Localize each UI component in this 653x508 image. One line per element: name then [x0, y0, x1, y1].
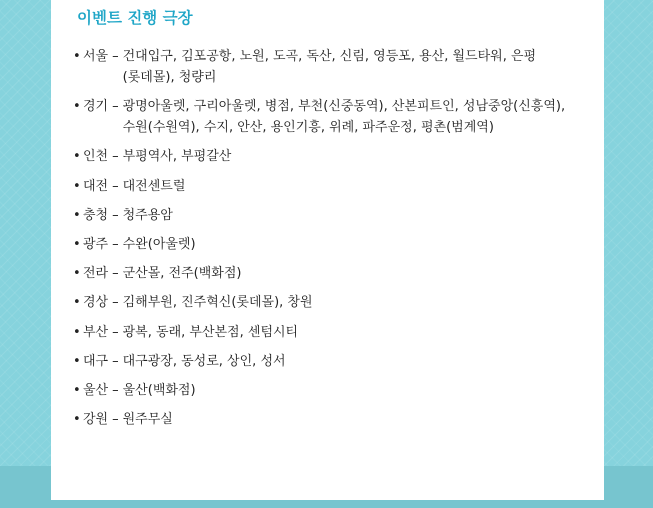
separator-dash: – — [112, 382, 119, 398]
bullet-icon: • — [73, 412, 81, 428]
region-name: 경기 — [83, 99, 109, 115]
event-theaters-card — [51, 0, 604, 500]
separator-dash: – — [112, 353, 119, 369]
theater-list-text: 수완(아울렛) — [122, 236, 196, 252]
region-row — [73, 205, 593, 226]
bullet-icon: • — [73, 295, 81, 311]
region-name: 울산 — [83, 382, 109, 398]
region-row — [73, 292, 593, 313]
region-name: 대구 — [83, 353, 109, 369]
theater-list-text: 광명아울렛, 구리아울렛, 병점, 부천(신중동역), 산본피트인, 성남중앙(신흥역), 수원(수원역), 수지, 안산, 용인기흥, 위례, 파주운정, 평촌(범계역) — [122, 99, 566, 136]
region-name: 전라 — [83, 266, 109, 282]
theater-list-text: 광복, 동래, 부산본점, 센텀시티 — [122, 324, 299, 340]
region-row — [73, 409, 593, 430]
region-name: 서울 — [83, 49, 109, 64]
bullet-icon: • — [73, 236, 81, 252]
theater-list-text: 부평역사, 부평갈산 — [122, 149, 232, 165]
bullet-icon: • — [73, 49, 81, 64]
theater-region-list — [73, 46, 593, 438]
separator-dash: – — [112, 99, 119, 115]
region-row — [73, 46, 593, 88]
bullet-icon: • — [73, 207, 81, 223]
bullet-icon: • — [73, 266, 81, 282]
region-name: 부산 — [83, 324, 109, 340]
region-name: 인천 — [83, 149, 109, 165]
theater-list-text: 대전센트럴 — [122, 178, 186, 194]
region-row — [73, 263, 593, 284]
bullet-icon: • — [73, 324, 81, 340]
separator-dash: – — [112, 295, 119, 311]
region-name: 충청 — [83, 207, 109, 223]
separator-dash: – — [112, 412, 119, 428]
separator-dash: – — [112, 149, 119, 165]
region-row — [73, 234, 593, 255]
theater-list-text: 대구광장, 동성로, 상인, 성서 — [122, 353, 286, 369]
bullet-icon: • — [73, 149, 81, 165]
theater-list-text: 군산몰, 전주(백화점) — [122, 266, 242, 282]
bullet-icon: • — [73, 353, 81, 369]
theater-list-text: 김해부원, 진주혁신(롯데몰), 창원 — [122, 295, 313, 311]
region-row — [73, 380, 593, 401]
region-name: 강원 — [83, 412, 109, 428]
region-row — [73, 351, 593, 372]
region-row — [73, 146, 593, 167]
separator-dash: – — [112, 178, 119, 194]
bullet-icon: • — [73, 99, 81, 115]
region-name: 경상 — [83, 295, 109, 311]
separator-dash: – — [112, 236, 119, 252]
separator-dash: – — [112, 266, 119, 282]
region-name: 광주 — [83, 236, 109, 252]
region-row — [73, 322, 593, 343]
region-row — [73, 96, 593, 138]
theater-list-text: 울산(백화점) — [122, 382, 196, 398]
region-row — [73, 176, 593, 197]
theater-list-text: 청주용암 — [122, 207, 173, 223]
theater-list-text: 건대입구, 김포공항, 노원, 도곡, 독산, 신림, 영등포, 용산, 월드타워, 은평(롯데몰), 청량리 — [122, 49, 537, 85]
region-name: 대전 — [83, 178, 109, 194]
bullet-icon: • — [73, 382, 81, 398]
bullet-icon: • — [73, 178, 81, 194]
separator-dash: – — [112, 324, 119, 340]
separator-dash: – — [112, 207, 119, 223]
section-title: 이벤트 진행 극장 — [77, 9, 193, 27]
theater-list-text: 원주무실 — [122, 412, 173, 428]
separator-dash: – — [112, 49, 119, 64]
